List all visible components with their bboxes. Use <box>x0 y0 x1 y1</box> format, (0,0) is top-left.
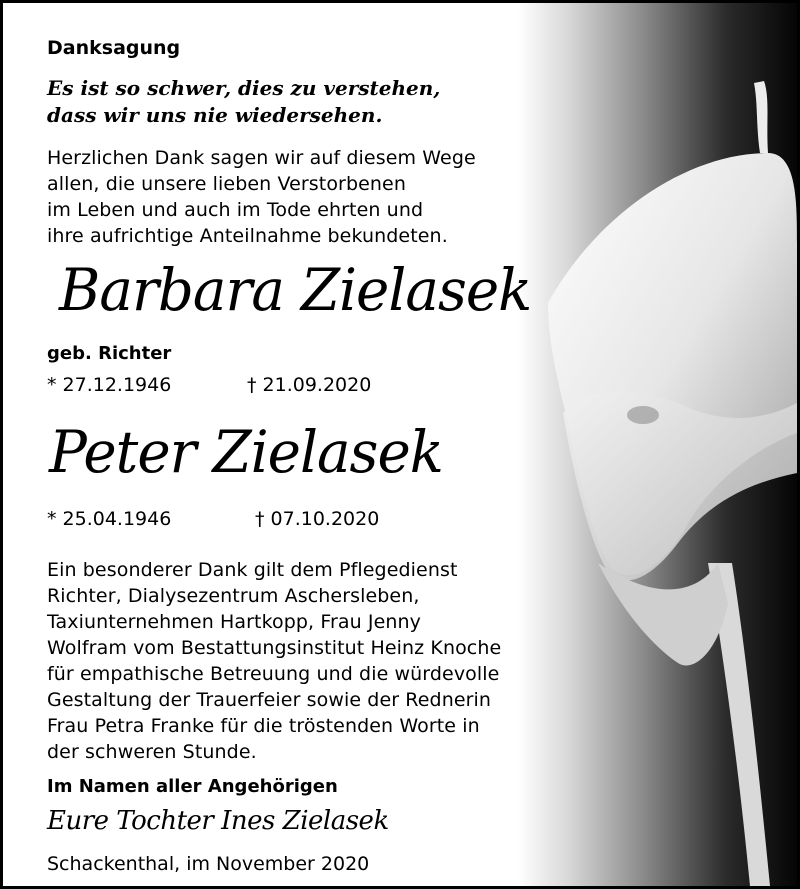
intro-line: im Leben und auch im Tode ehrten und <box>47 199 424 221</box>
birth-date-1: * 27.12.1946 <box>47 374 172 396</box>
place-and-date: Schackenthal, im November 2020 <box>47 853 370 875</box>
thanks-line: Frau Petra Franke für die tröstenden Worte in <box>47 715 480 737</box>
thanks-line: Ein besonderer Dank gilt dem Pflegedienst <box>47 559 458 581</box>
birth-date-2: * 25.04.1946 <box>47 508 172 530</box>
intro-line: Herzlichen Dank sagen wir auf diesem Wege <box>47 147 476 169</box>
maiden-name: geb. Richter <box>47 343 172 364</box>
thanks-text <box>47 557 501 765</box>
intro-line: allen, die unsere lieben Verstorbenen <box>47 173 406 195</box>
thanks-line: Gestaltung der Trauerfeier sowie der Rednerin <box>47 689 492 711</box>
thanks-line: Wolfram vom Bestattungsinstitut Heinz Knoche <box>47 637 502 659</box>
thanks-line: Taxiunternehmen Hartkopp, Frau Jenny <box>47 611 422 633</box>
deceased-name-2: Peter Zielasek <box>49 418 443 486</box>
deceased-name-1: Barbara Zielasek <box>59 256 532 324</box>
verse-line: Es ist so schwer, dies zu verstehen, <box>47 76 441 100</box>
calla-lily-flower-icon <box>518 3 797 886</box>
thanks-line: für empathische Betreuung und die würdevolle <box>47 663 500 685</box>
signature-line: Im Namen aller Angehörigen <box>47 776 338 797</box>
verse <box>47 75 440 129</box>
intro-text <box>47 145 476 249</box>
notice-heading: Danksagung <box>47 37 181 59</box>
death-date-2: † 07.10.2020 <box>255 508 380 530</box>
intro-line: ihre aufrichtige Anteilnahme bekundeten. <box>47 225 448 247</box>
verse-line: dass wir uns nie wiedersehen. <box>47 103 383 127</box>
signature-name: Eure Tochter Ines Zielasek <box>47 806 389 836</box>
death-date-1: † 21.09.2020 <box>247 374 372 396</box>
thanks-line: der schweren Stunde. <box>47 741 257 763</box>
calla-lily-image <box>518 3 797 886</box>
thanks-line: Richter, Dialysezentrum Aschersleben, <box>47 585 420 607</box>
